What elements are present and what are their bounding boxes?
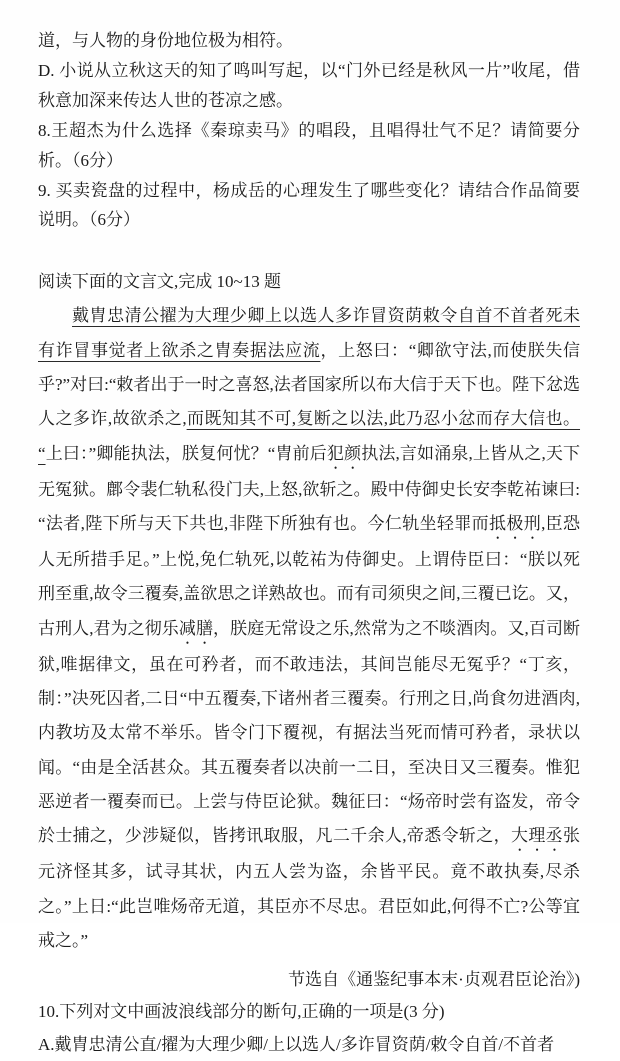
passage-segment-plain-4: ,臣恐人无所措手足。”上悦,免仁轨死,以乾祐为侍御史。上谓侍臣曰：“朕以死刑至重,故令三覆奏,盖欲思之详熟故也。而有司须臾之间,三覆已讫。又，古刑人,君为之彻乐: [38, 513, 581, 638]
source-attribution: 节选自《通鉴纪事本末·贞观君臣论治》): [288, 970, 580, 990]
passage-segment-plain-5: ，朕庭无常设之乐,然常为之不啖酒肉。又,百司断狱,唯据律文，虽在可矜者，而不敢违法，其间岂能尽无冤乎？“丁亥，制：”决死囚者,二日“中五覆奏,下诸州者三覆奏。行刑之日,尚食勿进酒肉,内教坊及太常不举乐。皆令门下覆视，有据法当死而情可矜者，录状以闻。“由是全活甚众。其五覆奏者以决前一二日，至决日又三覆奏。惟犯恶逆者一覆奏而已。上尝与侍臣论狱。魏征曰：“炀帝时尝有盗发，帝令於士捕之，少涉疑似，皆拷讯取服，凡二千余人,帝悉令斩之，: [38, 618, 581, 846]
passage-segment-wavy-2: 而既知其不可,复断之以法,此乃忍小忿而存大信也。“: [38, 409, 581, 463]
section-divider-space: [38, 235, 580, 267]
classical-passage: [38, 299, 580, 958]
question-8: 8.王超杰为什么选择《秦琼卖马》的唱段，且唱得壮气不足？请简要分析。（6分）: [38, 120, 580, 170]
passage-segment-plain-6: 张元济怪其多，试寻其状，内五人尝为盗，余皆平民。竟不敢执奏,尽杀之。”上日:“此岂唯炀帝无道，其臣亦不尽忠。君臣如此,何得不亡?公等宜戒之。”: [38, 826, 581, 950]
reading-questions-block: [38, 26, 580, 235]
passage-segment-emphasis-dalicheng: 大理丞: [510, 826, 564, 846]
passage-segment-plain-1: ，上怒曰：“卿欲守法,而使朕失信乎?”对曰:“敕者出于一时之喜怒,法者国家所以布大信于天下也。陛下忿选人之多诈,故欲杀之,: [38, 340, 581, 429]
question-10: 10.下列对文中画波浪线部分的断句,正确的一项是(3 分): [38, 1002, 445, 1022]
question-10-option-a: A.戴胄忠清公直/擢为大理少卿/上以选人/多诈冒资荫/敕令自首/不首者: [38, 1034, 555, 1054]
passage-segment-plain-2: 上曰：”卿能执法，朕复何忧？“胄前后: [45, 443, 327, 463]
question-9: 9. 买卖瓷盘的过程中，杨成岳的心理发生了哪些变化？请结合作品简要说明。（6分）: [38, 180, 580, 230]
passage-segment-emphasis-fanyan: 犯颜: [326, 443, 362, 463]
passage-segment-emphasis-dijixing: 抵极刑: [488, 513, 542, 533]
passage-segment-emphasis-jianshan: 减膳: [178, 618, 214, 638]
classical-reading-instruction: 阅读下面的文言文,完成 10~13 题: [38, 272, 281, 292]
passage-segment-plain-3: 执法,言如涌泉,上皆从之,天下无冤狱。鄜令裴仁轨私役门夫,上怒,欲斩之。殿中侍御史长安李乾祐谏曰:“法者,陛下所与天下共也,非陛下所独有也。今仁轨坐轻罪而: [38, 443, 581, 533]
option-d-text: D. 小说从立秋这天的知了鸣叫写起，以“门外已经是秋风一片”收尾，借秋意加深来传达人世的苍凉之感。: [38, 60, 580, 110]
paragraph-continuation: 道，与人物的身份地位极为相符。: [38, 31, 293, 50]
passage-segment-wavy-1: 戴胄忠清公擢为大理少卿上以选人多诈冒资荫敕令自首不首者死未有诈冒事觉者上欲杀之胄奏据法应流: [38, 306, 580, 360]
